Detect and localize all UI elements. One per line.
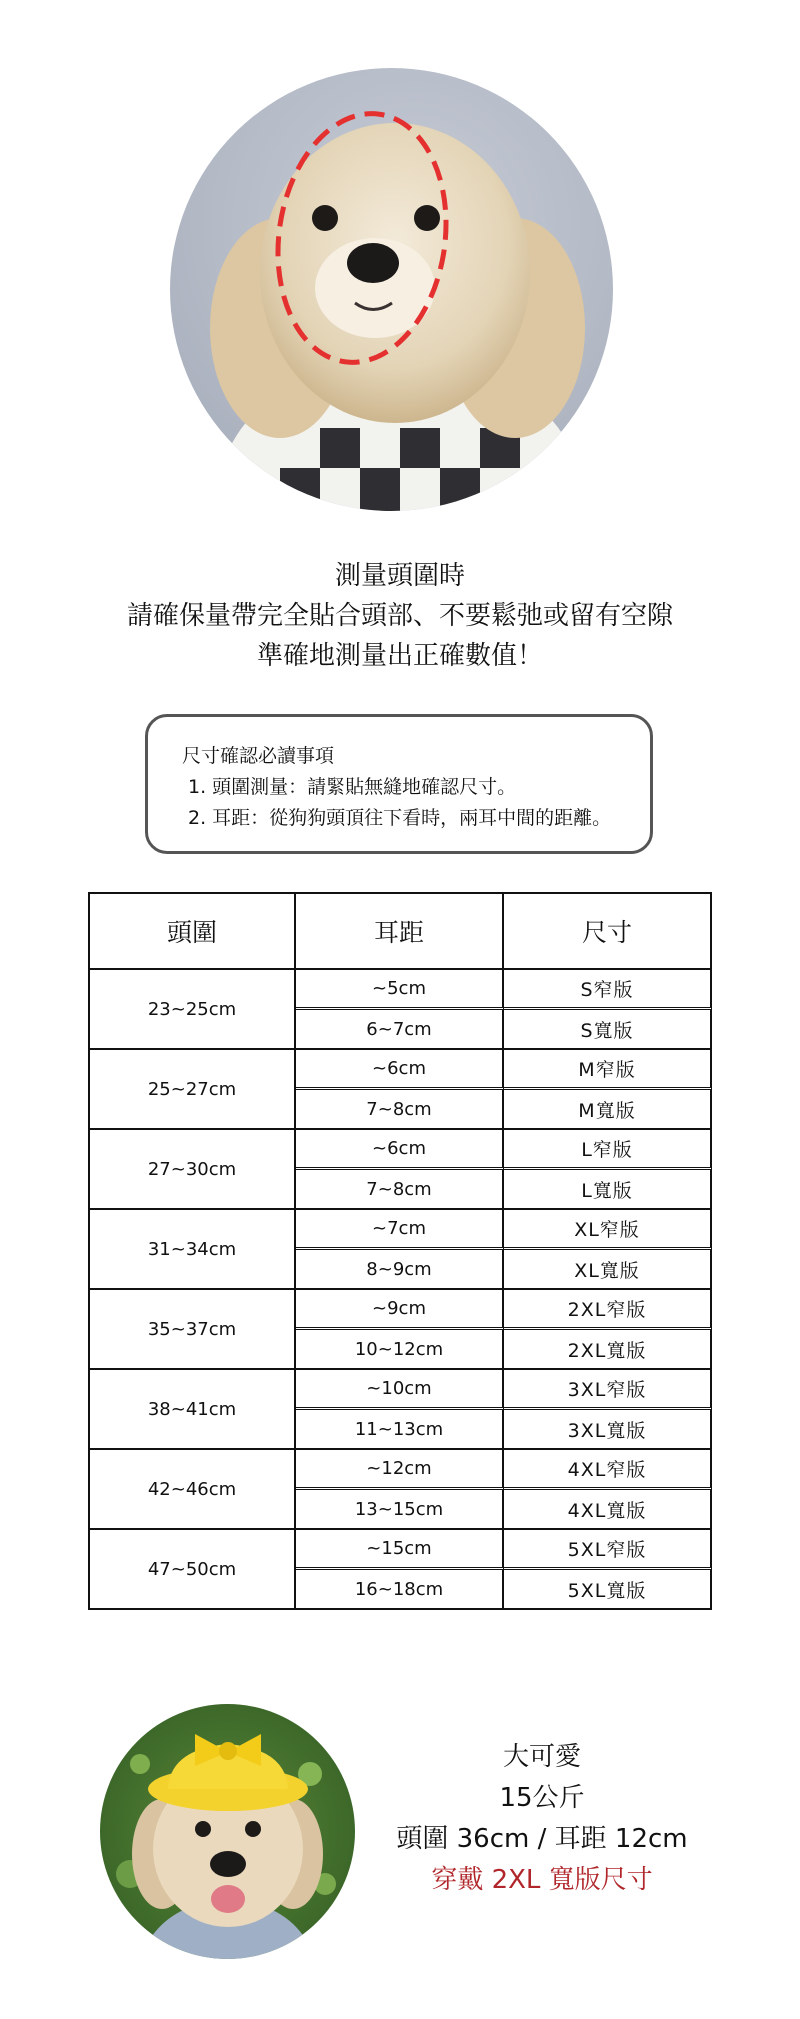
dog-name: 大可愛 xyxy=(502,1742,581,1772)
ear-distance-cell: ~5cm xyxy=(296,968,504,1010)
size-label-cell: 5XL窄版 xyxy=(504,1528,712,1570)
dog-profile-info xyxy=(382,1737,702,1901)
head-circumference-cell: 25~27cm xyxy=(88,1048,296,1130)
size-label-cell: 5XL寬版 xyxy=(504,1570,712,1610)
sizing-notice-box xyxy=(145,714,653,854)
ear-distance-cell: ~9cm xyxy=(296,1288,504,1330)
recommended-size: 穿戴 2XL 寬版尺寸 xyxy=(431,1865,653,1895)
head-circumference-cell: 31~34cm xyxy=(88,1208,296,1290)
dog-weight: 15公斤 xyxy=(499,1783,585,1813)
instruction-line-1: 測量頭圍時 xyxy=(334,561,465,591)
ear-distance-cell: 11~13cm xyxy=(296,1410,504,1450)
ear-distance-cell: 10~12cm xyxy=(296,1330,504,1370)
notice-item-ear: 2. 耳距：從狗狗頭頂往下看時，兩耳中間的距離。 xyxy=(188,807,612,829)
size-label-cell: 3XL寬版 xyxy=(504,1410,712,1450)
size-label-cell: M窄版 xyxy=(504,1048,712,1090)
ear-distance-cell: 8~9cm xyxy=(296,1250,504,1290)
header-ear-distance: 耳距 xyxy=(294,892,504,970)
header-size: 尺寸 xyxy=(502,892,712,970)
size-chart-table xyxy=(88,892,712,1610)
ear-distance-cell: 7~8cm xyxy=(296,1170,504,1210)
ear-distance-cell: 16~18cm xyxy=(296,1570,504,1610)
ear-distance-cell: 7~8cm xyxy=(296,1090,504,1130)
size-label-cell: 3XL窄版 xyxy=(504,1368,712,1410)
ear-distance-cell: 13~15cm xyxy=(296,1490,504,1530)
size-label-cell: L寬版 xyxy=(504,1170,712,1210)
ear-distance-cell: ~12cm xyxy=(296,1448,504,1490)
size-label-cell: S窄版 xyxy=(504,968,712,1010)
notice-title: 尺寸確認必讀事項 xyxy=(182,745,335,767)
ear-distance-cell: ~6cm xyxy=(296,1048,504,1090)
ear-distance-cell: ~10cm xyxy=(296,1368,504,1410)
head-circumference-cell: 47~50cm xyxy=(88,1528,296,1610)
size-label-cell: 4XL寬版 xyxy=(504,1490,712,1530)
instruction-line-2: 請確保量帶完全貼合頭部、不要鬆弛或留有空隙 xyxy=(126,601,673,631)
size-label-cell: L窄版 xyxy=(504,1128,712,1170)
measurement-instructions xyxy=(0,556,800,676)
size-label-cell: 2XL寬版 xyxy=(504,1330,712,1370)
head-circumference-cell: 42~46cm xyxy=(88,1448,296,1530)
instruction-line-3: 準確地測量出正確數值！ xyxy=(256,641,543,671)
head-circumference-cell: 27~30cm xyxy=(88,1128,296,1210)
head-circumference-cell: 35~37cm xyxy=(88,1288,296,1370)
size-label-cell: 4XL窄版 xyxy=(504,1448,712,1490)
header-head-circumference: 頭圍 xyxy=(88,892,296,970)
ear-distance-cell: 6~7cm xyxy=(296,1010,504,1050)
dog-wearing-hat-photo xyxy=(100,1704,355,1959)
dog-head-photo xyxy=(170,68,613,511)
size-label-cell: XL窄版 xyxy=(504,1208,712,1250)
head-circumference-cell: 23~25cm xyxy=(88,968,296,1050)
size-label-cell: XL寬版 xyxy=(504,1250,712,1290)
size-label-cell: S寬版 xyxy=(504,1010,712,1050)
ear-distance-cell: ~15cm xyxy=(296,1528,504,1570)
size-label-cell: M寬版 xyxy=(504,1090,712,1130)
ear-distance-cell: ~6cm xyxy=(296,1128,504,1170)
size-label-cell: 2XL窄版 xyxy=(504,1288,712,1330)
head-circumference-cell: 38~41cm xyxy=(88,1368,296,1450)
dog-measurements: 頭圍 36cm / 耳距 12cm xyxy=(396,1824,688,1854)
ear-distance-cell: ~7cm xyxy=(296,1208,504,1250)
notice-item-head: 1. 頭圍測量：請緊貼無縫地確認尺寸。 xyxy=(188,776,517,798)
